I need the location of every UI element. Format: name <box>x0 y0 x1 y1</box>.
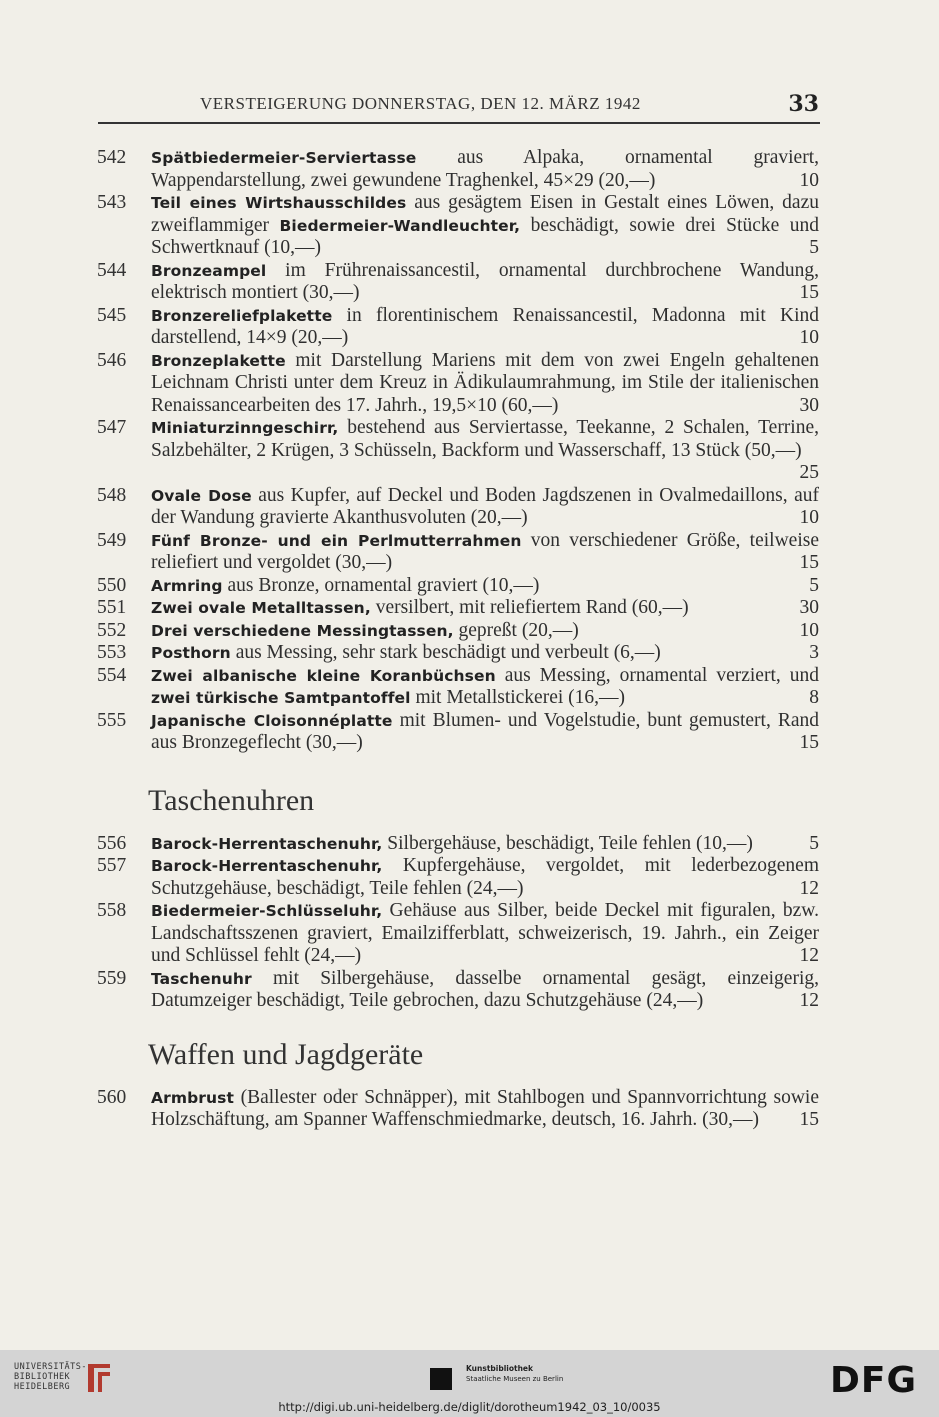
lot-number: 550 <box>97 574 127 596</box>
lot-description <box>151 305 819 350</box>
lot-estimate: 12 <box>799 945 819 966</box>
lot-estimate: 5 <box>809 574 819 596</box>
lot-title: Bronzeampel <box>151 261 267 280</box>
lot-number: 554 <box>97 664 127 686</box>
lot-title: Fünf Bronze- und ein Perlmutterrahmen <box>151 531 522 550</box>
lot-text: mit Darstellung Mariens mit dem von zwei Engeln gehaltenen Leichnam Christi unter dem Kreuz in Ädikulaumrahmung, im Stile der italienischen Renaissancearbeiten des 17. Jahrh., 19,5×10 (60,—) <box>151 349 819 416</box>
lot-number: 551 <box>97 597 127 618</box>
lot-estimate: 25 <box>799 462 819 483</box>
lot-text: im Frührenaissancestil, ornamental durchbrochene Wandung, elektrisch montiert (30,—) <box>151 259 819 303</box>
catalog-entry <box>0 350 939 418</box>
lot-text-secondary: beschädigt, sowie drei Stücke und Schwertknauf (10,—) <box>151 214 819 258</box>
lot-estimate: 10 <box>799 619 819 641</box>
catalog-entry <box>0 900 939 968</box>
entry-list-taschenuhren <box>0 833 939 1013</box>
lot-description <box>151 1087 819 1132</box>
lot-title: Zwei albanische kleine Koranbüchsen <box>151 666 496 685</box>
catalog-body <box>0 147 939 1132</box>
catalog-entry <box>0 305 939 350</box>
page-number: 33 <box>788 91 819 117</box>
header-title: VERSTEIGERUNG DONNERSTAG, DEN 12. MÄRZ 1942 <box>200 94 641 113</box>
catalog-entry <box>0 192 939 260</box>
lot-estimate: 15 <box>799 282 819 303</box>
lot-description <box>151 597 819 620</box>
section-heading-taschenuhren: Taschenuhren <box>148 783 315 817</box>
lot-text: von verschiedener Größe, teilweise reliefiert und vergoldet (30,—) <box>151 529 819 573</box>
lot-description <box>151 147 819 192</box>
lot-number: 549 <box>97 529 127 551</box>
lot-number: 552 <box>97 619 127 641</box>
lot-text: aus Bronze, ornamental graviert (10,—) <box>222 574 540 596</box>
lot-text: aus Kupfer, auf Deckel und Boden Jagdszenen in Ovalmedaillons, auf der Wandung gravierte Akanthusvoluten (20,—) <box>151 484 819 528</box>
lot-text: aus Messing, ornamental verziert, und <box>495 664 819 686</box>
lot-estimate: 10 <box>799 327 819 348</box>
lot-estimate: 15 <box>799 1109 819 1130</box>
catalog-entry <box>0 260 939 305</box>
entry-list-metalwork <box>0 147 939 755</box>
lot-title: Zwei ovale Metalltassen, <box>151 599 371 617</box>
lot-estimate: 30 <box>799 394 819 416</box>
lot-text: gepreßt (20,—) <box>453 619 579 641</box>
lot-description <box>151 642 819 665</box>
lot-text: mit Blumen- und Vogelstudie, bunt gemustert, Rand aus Bronzegeflecht (30,—) <box>151 709 819 753</box>
lot-title: Barock-Herrentaschenuhr, <box>151 834 383 853</box>
lot-description <box>151 855 819 900</box>
lot-title: Miniaturzinngeschirr, <box>151 419 339 437</box>
header-rule <box>98 122 820 124</box>
lot-title: Spätbiedermeier-Serviertasse <box>151 149 417 167</box>
lot-number: 548 <box>97 484 127 506</box>
lot-description <box>151 485 819 530</box>
lot-title: Bronzeplakette <box>151 351 286 370</box>
lot-text: aus gesägtem Eisen in Gestalt eines Löwen, dazu zweiflammiger <box>151 192 819 236</box>
lot-number: 560 <box>97 1086 127 1108</box>
lot-description <box>151 192 819 260</box>
lot-description <box>151 833 819 856</box>
lot-text: Kupfergehäuse, vergoldet, mit lederbezogenem Schutzgehäuse, beschädigt, Teile fehlen (24,—) <box>151 855 819 899</box>
lot-title: Japanische Cloisonnéplatte <box>151 711 393 730</box>
lot-estimate: 15 <box>799 552 819 573</box>
lot-number: 546 <box>97 349 127 371</box>
kunstbibliothek-logo-icon <box>430 1368 452 1390</box>
lot-title: Ovale Dose <box>151 486 252 505</box>
lot-estimate: 5 <box>809 832 819 854</box>
entry-list-waffen <box>0 1087 939 1132</box>
lot-text: Gehäuse aus Silber, beide Deckel mit figuralen, bzw. Landschaftsszenen graviert, Emailzifferblatt, schweizerisch, 19. Jahrh., ein Zeiger und Schlüssel fehlt (24,—) <box>151 900 819 966</box>
lot-title: Barock-Herrentaschenuhr, <box>151 857 383 875</box>
lot-text: aus Messing, sehr stark beschädigt und verbeult (6,—) <box>230 642 661 663</box>
lot-text: (Ballester oder Schnäpper), mit Stahlbogen und Spannvorrichtung sowie Holzschäftung, am Spanner Waffenschmiedmarke, deutsch, 16. Jahrh. (30,—) <box>151 1086 819 1130</box>
uni-heidelberg-mark-icon <box>84 1360 114 1396</box>
lot-description <box>151 260 819 305</box>
lot-description <box>151 665 819 710</box>
lot-number: 553 <box>97 642 127 663</box>
catalog-entry <box>0 855 939 900</box>
uni-line-2: BIBLIOTHEK <box>14 1372 71 1382</box>
catalog-entry <box>0 417 939 485</box>
lot-description <box>151 417 819 485</box>
catalog-entry <box>0 530 939 575</box>
lot-number: 542 <box>97 147 127 168</box>
lot-number: 547 <box>97 417 127 438</box>
lot-title: Posthorn <box>151 644 231 662</box>
lot-title: Teil eines Wirtshausschildes <box>151 194 407 212</box>
lot-text: mit Silbergehäuse, dasselbe ornamental gesägt, einzeigerig, Datumzeiger beschädigt, Teile gebrochen, dazu Schutzgehäuse (24,—) <box>151 967 819 1011</box>
kb-title: Kunstbibliothek <box>466 1364 534 1373</box>
catalog-entry <box>0 597 939 620</box>
running-header <box>0 91 939 117</box>
section-heading-waffen: Waffen und Jagdgeräte <box>148 1037 424 1071</box>
catalog-entry <box>0 620 939 643</box>
lot-title: Armring <box>151 576 223 595</box>
lot-text: aus Alpaka, ornamental graviert, Wappendarstellung, zwei gewundene Traghenkel, 45×29 (20,—) <box>151 147 819 191</box>
lot-estimate: 5 <box>809 237 819 258</box>
lot-text: Silbergehäuse, beschädigt, Teile fehlen (10,—) <box>382 832 753 854</box>
lot-text-secondary: mit Metallstickerei (16,—) <box>410 687 626 708</box>
uni-line-1: UNIVERSITÄTS- <box>14 1362 88 1372</box>
lot-estimate: 8 <box>809 687 819 708</box>
lot-description <box>151 968 819 1013</box>
dfg-logo[interactable]: DFG <box>830 1360 918 1401</box>
catalog-entry <box>0 1087 939 1132</box>
uni-line-3: HEIDELBERG <box>14 1382 71 1392</box>
lot-title: Drei verschiedene Messingtassen, <box>151 621 454 640</box>
lot-title-secondary: zwei türkische Samtpantoffel <box>151 689 411 707</box>
lot-description <box>151 710 819 755</box>
permalink-url[interactable]: http://digi.ub.uni-heidelberg.de/diglit/dorotheum1942_03_10/0035 <box>278 1400 661 1414</box>
catalog-entry <box>0 968 939 1013</box>
lot-title: Armbrust <box>151 1088 234 1107</box>
catalog-entry <box>0 147 939 192</box>
catalog-entry <box>0 575 939 598</box>
lot-estimate: 10 <box>799 507 819 528</box>
lot-estimate: 12 <box>799 990 819 1011</box>
lot-number: 556 <box>97 832 127 854</box>
lot-description <box>151 575 819 598</box>
catalog-entry <box>0 665 939 710</box>
lot-description <box>151 530 819 575</box>
kb-subtitle: Staatliche Museen zu Berlin <box>466 1375 564 1383</box>
catalog-entry <box>0 710 939 755</box>
lot-number: 558 <box>97 900 127 921</box>
lot-title: Biedermeier-Schlüsseluhr, <box>151 902 383 920</box>
lot-estimate: 30 <box>799 597 819 618</box>
catalog-entry <box>0 485 939 530</box>
lot-estimate: 12 <box>799 877 819 899</box>
lot-description <box>151 900 819 968</box>
lot-estimate: 3 <box>809 642 819 663</box>
lot-title: Bronzereliefplakette <box>151 306 333 325</box>
lot-text: versilbert, mit reliefiertem Rand (60,—) <box>370 597 689 618</box>
lot-estimate: 10 <box>799 169 819 191</box>
kunstbibliothek-label[interactable] <box>466 1364 563 1384</box>
lot-number: 559 <box>97 967 127 989</box>
lot-description <box>151 620 819 643</box>
lot-title-secondary: Biedermeier-Wandleuchter, <box>279 216 521 235</box>
lot-number: 543 <box>97 192 127 213</box>
university-library-logo[interactable] <box>14 1362 87 1392</box>
lot-number: 544 <box>97 259 127 281</box>
lot-estimate: 15 <box>799 732 819 753</box>
lot-title: Taschenuhr <box>151 969 252 988</box>
lot-description <box>151 350 819 418</box>
catalog-entry <box>0 833 939 856</box>
lot-text: bestehend aus Serviertasse, Teekanne, 2 Schalen, Terrine, Salzbehälter, 2 Krügen, 3 Schüsseln, Backform und Wasserschaff, 13 Stück (50,—) <box>151 417 819 461</box>
lot-text: in florentinischem Renaissancestil, Madonna mit Kind darstellend, 14×9 (20,—) <box>151 304 819 348</box>
lot-number: 545 <box>97 304 127 326</box>
catalog-entry <box>0 642 939 665</box>
lot-number: 555 <box>97 709 127 731</box>
lot-number: 557 <box>97 855 127 876</box>
